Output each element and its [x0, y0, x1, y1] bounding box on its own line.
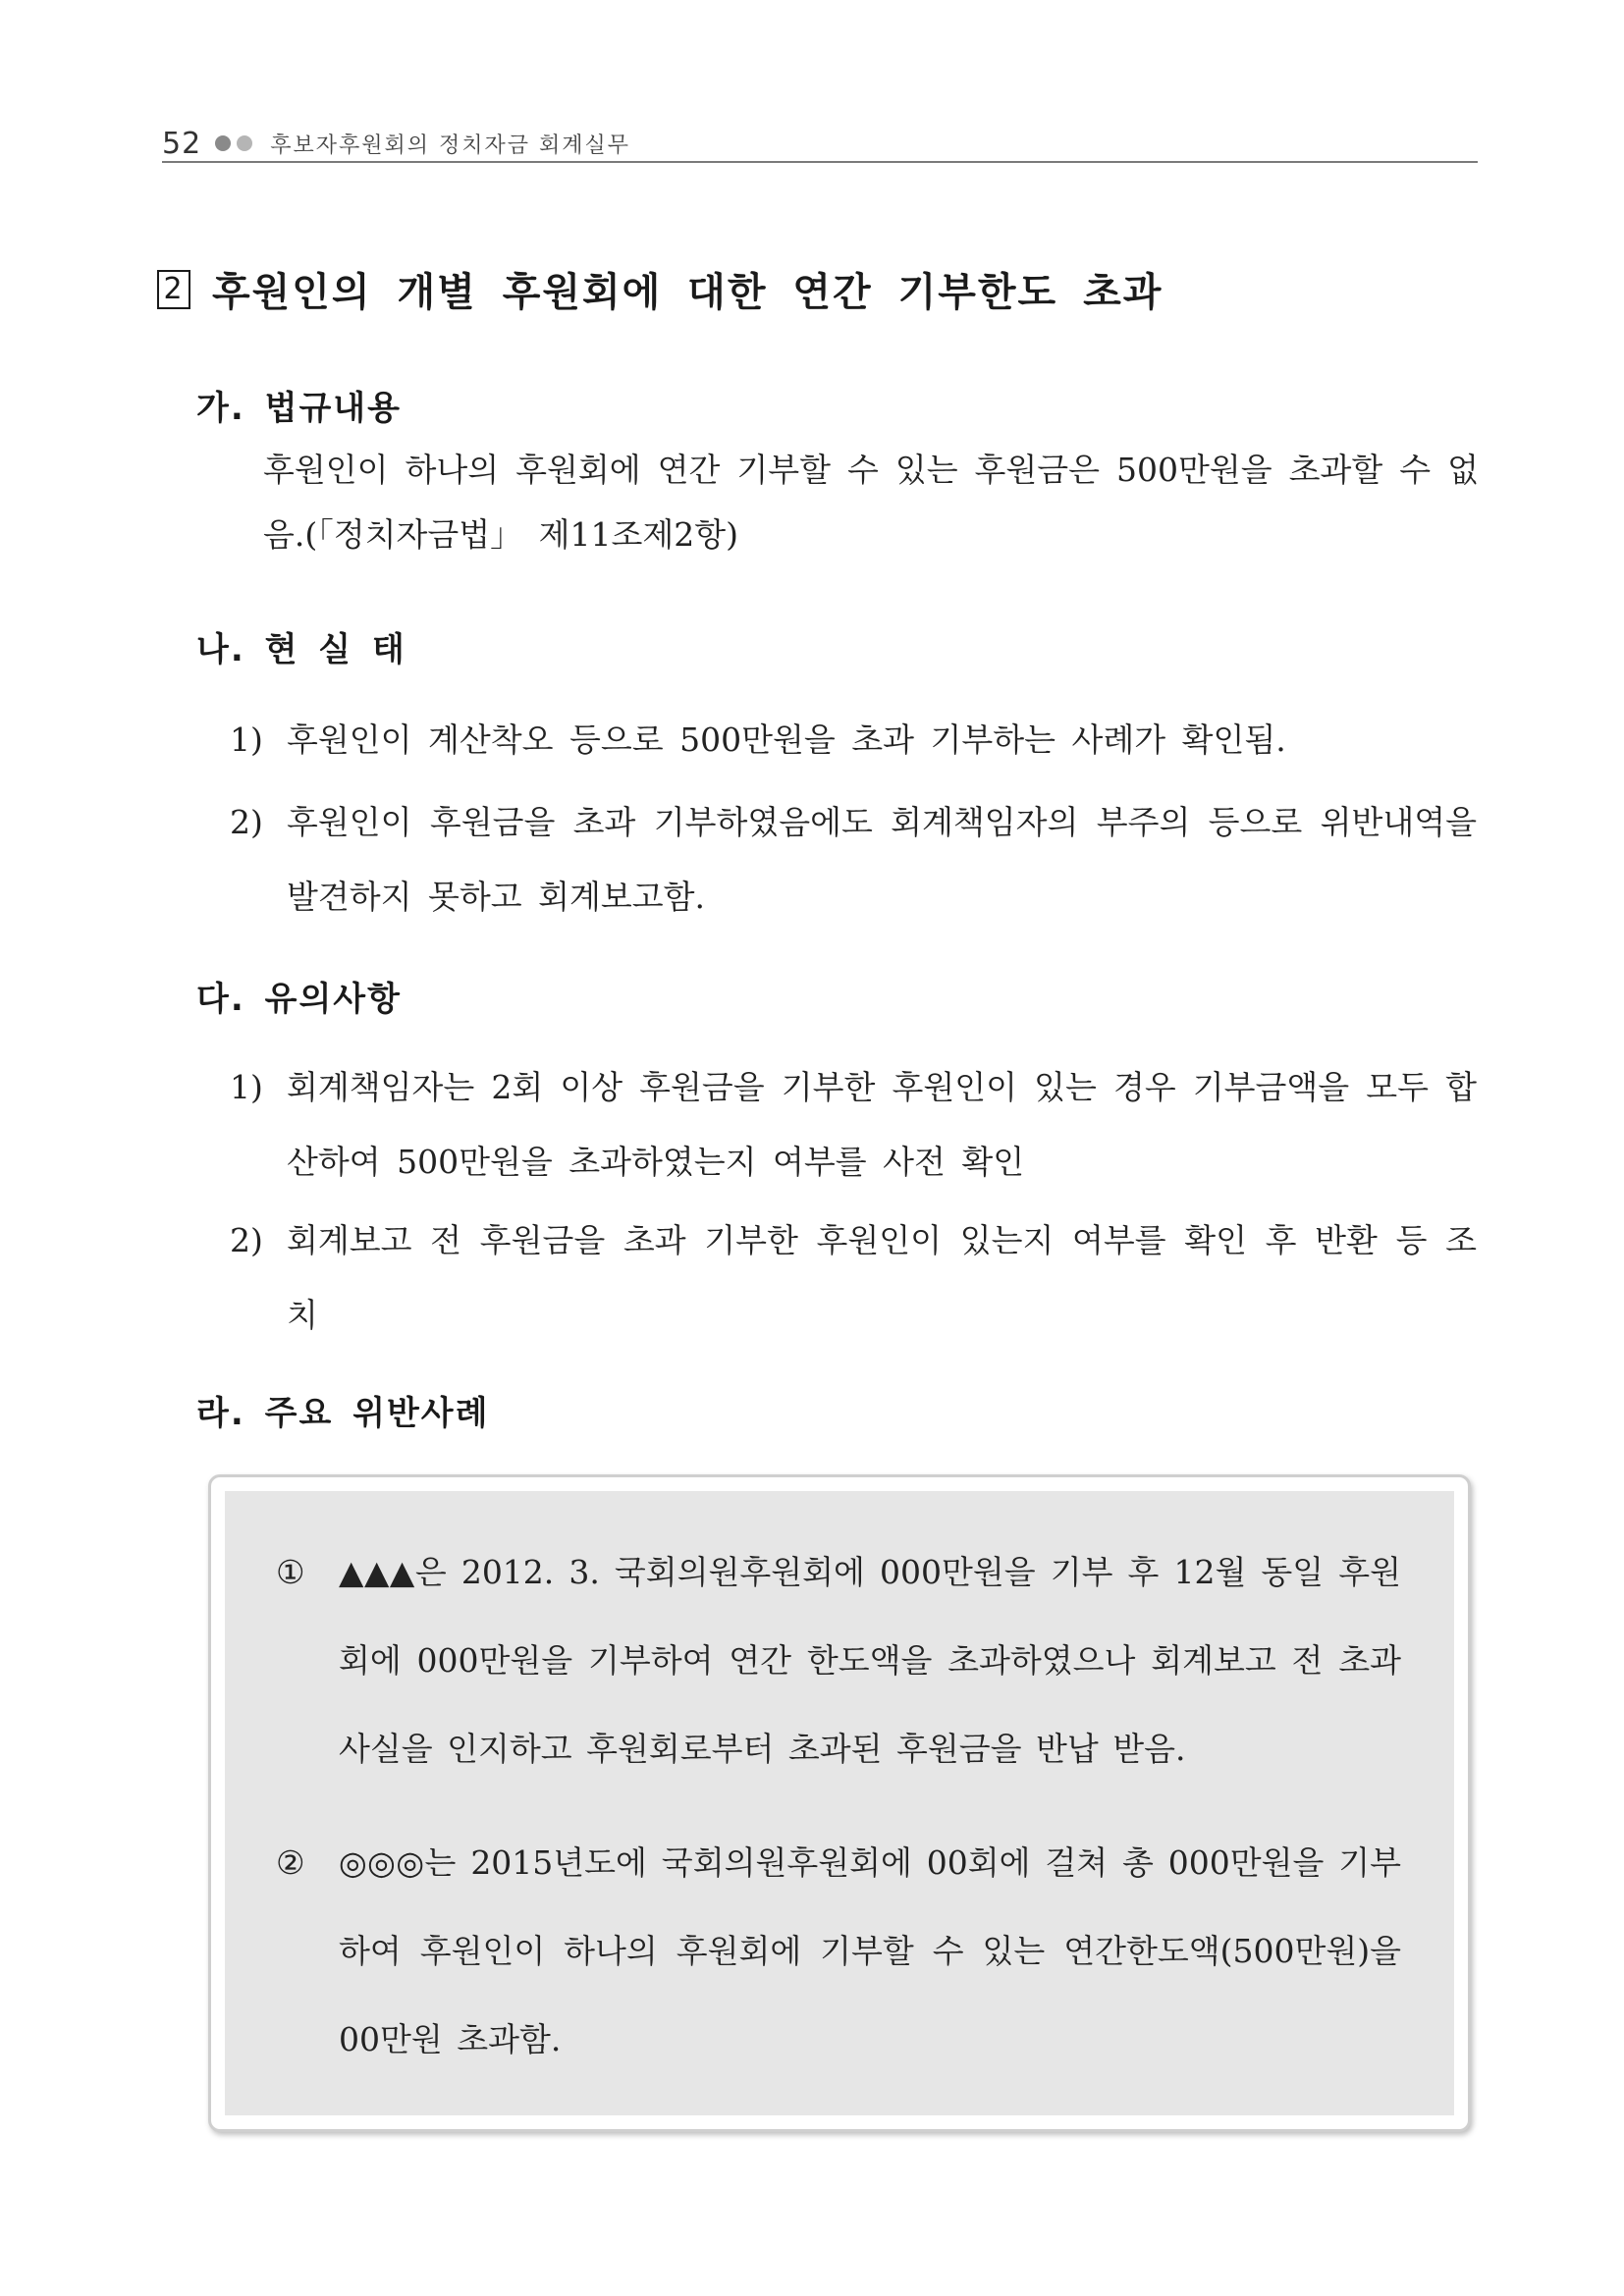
section-title-text: 후원인의 개별 후원회에 대한 연간 기부한도 초과 — [212, 270, 1164, 315]
violation-cases-box — [208, 1474, 1471, 2132]
list-number: 2) — [230, 1221, 263, 1259]
list-text: 후원인이 계산착오 등으로 500만원을 초과 기부하는 사례가 확인됨. — [287, 721, 1286, 759]
section-title — [157, 261, 1163, 317]
case-item — [276, 1528, 1401, 1793]
list-text: 후원인이 후원금을 초과 기부하였음에도 회계책임자의 부주의 등으로 위반내역을 발견하지 못하고 회계보고함. — [287, 803, 1477, 916]
case-item — [276, 1819, 1401, 2084]
list-item — [230, 703, 1477, 777]
section-number: 2 — [157, 270, 190, 309]
dot-icon — [215, 135, 231, 151]
list-item — [230, 1050, 1477, 1200]
list-item — [230, 785, 1477, 934]
case-marker: ② — [276, 1843, 305, 1882]
case-text: ▲▲▲은 2012. 3. 국회의원후원회에 000만원을 기부 후 12월 동일 후원회에 000만원을 기부하여 연간 한도액을 초과하였으나 회계보고 전 초과사실을 인지하고 후원회로부터 초과된 후원금을 반납 받음. — [339, 1553, 1401, 1768]
page-number: 52 — [162, 126, 202, 161]
regulation-text: 후원인이 하나의 후원회에 연간 기부할 수 있는 후원금은 500만원을 초과할 수 없음.(「정치자금법」 제11조제2항) — [263, 451, 1479, 554]
subheading-precautions: 다. 유의사항 — [196, 980, 402, 1019]
violation-cases-panel — [225, 1491, 1454, 2115]
header-dots — [215, 135, 252, 151]
list-number: 1) — [230, 721, 263, 759]
list-text: 회계보고 전 후원금을 초과 기부한 후원인이 있는지 여부를 확인 후 반환 등 조치 — [287, 1221, 1477, 1334]
case-marker: ① — [276, 1553, 305, 1591]
case-text: ◎◎◎는 2015년도에 국회의원후원회에 00회에 걸쳐 총 000만원을 기부하여 후원인이 하나의 후원회에 기부할 수 있는 연간한도액(500만원)을 00만원 초과함. — [339, 1843, 1401, 2058]
subheading-violation-cases: 라. 주요 위반사례 — [196, 1394, 490, 1433]
list-item — [230, 1203, 1477, 1353]
running-title: 후보자후원회의 정치자금 회계실무 — [270, 133, 630, 158]
list-number: 2) — [230, 803, 263, 841]
subheading-regulation: 가. 법규내용 — [196, 389, 402, 428]
list-text: 회계책임자는 2회 이상 후원금을 기부한 후원인이 있는 경우 기부금액을 모두 합산하여 500만원을 초과하였는지 여부를 사전 확인 — [287, 1068, 1477, 1181]
page-header — [162, 126, 1478, 163]
subheading-current-status: 나. 현 실 태 — [196, 630, 406, 669]
dot-icon — [237, 135, 252, 151]
list-number: 1) — [230, 1068, 263, 1106]
